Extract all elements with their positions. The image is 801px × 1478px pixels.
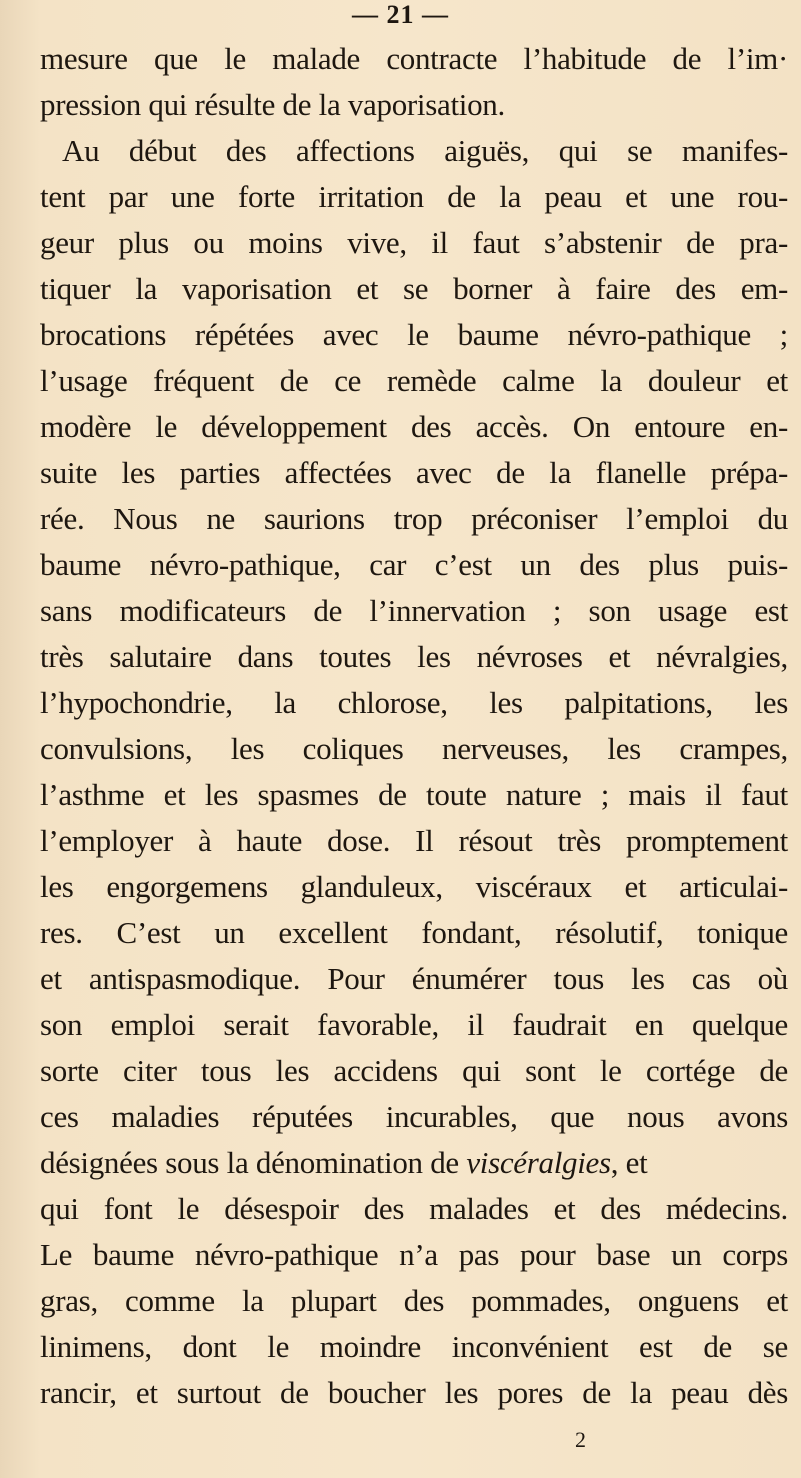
text-line: convulsions, les coliques nerveuses, les crampes, — [40, 731, 788, 766]
text-line: tent par une forte irritation de la peau et une rou- — [40, 179, 788, 214]
italic-term: viscéralgies — [466, 1145, 611, 1180]
text-line: ces maladies réputées incurables, que nous avons — [40, 1099, 788, 1134]
text-line: l’asthme et les spasmes de toute nature ; mais il faut — [40, 777, 788, 812]
signature-mark: 2 — [575, 1427, 586, 1452]
text-line: rancir, et surtout de boucher les pores de la peau dès — [40, 1375, 788, 1410]
text-line: Le baume névro-pathique n’a pas pour base un corps — [40, 1237, 788, 1272]
text-line: brocations répétées avec le baume névro-pathique ; — [40, 317, 788, 352]
text-line: linimens, dont le moindre inconvénient est de se — [40, 1329, 788, 1364]
text-line: modère le développement des accès. On entoure en- — [40, 409, 788, 444]
page-number-header: — 21 — — [352, 0, 449, 29]
text-line: pression qui résulte de la vaporisation. — [40, 87, 505, 122]
text-line: sans modificateurs de l’innervation ; son usage est — [40, 593, 788, 628]
text-line: gras, comme la plupart des pommades, onguens et — [40, 1283, 788, 1318]
text-line: l’employer à haute dose. Il résout très promptement — [40, 823, 788, 858]
text-line-end: , et — [610, 1145, 648, 1180]
text-line: geur plus ou moins vive, il faut s’abstenir de pra- — [40, 225, 788, 260]
text-line: qui font le désespoir des malades et des médecins. — [40, 1191, 788, 1226]
text-line: tiquer la vaporisation et se borner à faire des em- — [40, 271, 788, 306]
text-line: mesure que le malade contracte l’habitude de l’im· — [40, 41, 788, 76]
text-line: l’hypochondrie, la chlorose, les palpitations, les — [40, 685, 788, 720]
text-line: très salutaire dans toutes les névroses et névralgies, — [40, 639, 788, 674]
text-line: baume névro-pathique, car c’est un des plus puis- — [40, 547, 788, 582]
text-line — [40, 1140, 788, 1186]
text-line: suite les parties affectées avec de la flanelle prépa- — [40, 455, 788, 490]
text-line: rée. Nous ne saurions trop préconiser l’emploi du — [40, 501, 788, 536]
text-line: et antispasmodique. Pour énumérer tous les cas où — [40, 961, 788, 996]
text-line: sorte citer tous les accidens qui sont le cortége de — [40, 1053, 788, 1088]
text-line: les engorgemens glanduleux, viscéraux et articulai- — [40, 869, 788, 904]
text-line: son emploi serait favorable, il faudrait en quelque — [40, 1007, 788, 1042]
text-line: Au début des affections aiguës, qui se manifes- — [62, 133, 788, 168]
text-line: res. C’est un excellent fondant, résolutif, tonique — [40, 915, 788, 950]
text-line-start: désignées sous la dénomination de — [40, 1145, 459, 1180]
body-text — [40, 36, 788, 1416]
text-line: l’usage fréquent de ce remède calme la douleur et — [40, 363, 788, 398]
